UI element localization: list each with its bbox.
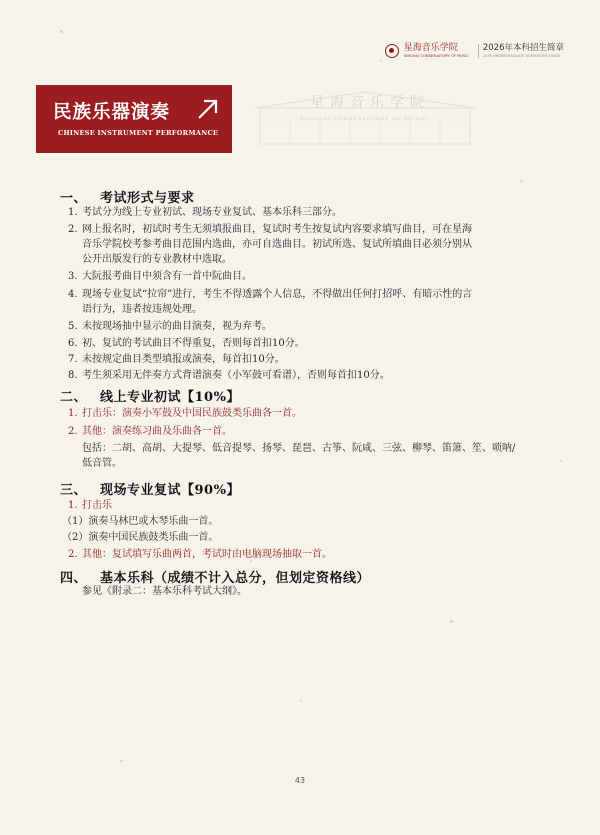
brochure-title: 2026年本科招生简章 xyxy=(482,43,564,54)
item-text: 低音管。 xyxy=(82,458,122,469)
item-text: 打击乐：演奏小军鼓及中国民族鼓类乐曲各一首。 xyxy=(82,408,302,419)
list-item-cont xyxy=(82,252,232,267)
list-item xyxy=(68,205,342,220)
item-text: 参见《附录二：基本乐科考试大纲》。 xyxy=(82,586,247,597)
item-number: 2. xyxy=(68,224,78,235)
item-number: 2. xyxy=(68,549,78,560)
school-logo xyxy=(404,44,469,59)
section-heading xyxy=(60,187,195,206)
item-number: 1. xyxy=(68,500,78,511)
list-item-cont xyxy=(82,302,202,317)
banner-subtitle: CHINESE INSTRUMENT PERFORMANCE xyxy=(58,129,219,137)
item-number: 1. xyxy=(68,408,78,419)
item-text: （2）演奏中国民族鼓类乐曲一首。 xyxy=(62,532,219,543)
section-heading xyxy=(60,479,240,498)
item-text: 打击乐 xyxy=(82,500,112,511)
item-text: 初、复试的考试曲目不得重复，否则每首扣10分。 xyxy=(82,338,305,349)
item-text: 未按规定曲目类型填报或演奏，每首扣10分。 xyxy=(82,354,285,365)
item-number: 3. xyxy=(68,271,78,282)
brochure-title-block xyxy=(478,44,564,58)
page-header xyxy=(385,44,564,59)
section-banner xyxy=(36,85,232,153)
section-title: 现场专业复试【90%】 xyxy=(100,483,240,498)
banner-title: 民族乐器演奏 xyxy=(53,102,171,123)
school-name: 星海音乐学院 xyxy=(403,43,458,53)
list-item xyxy=(68,498,112,513)
sub-item xyxy=(62,514,218,529)
item-number: 6. xyxy=(68,338,78,349)
brochure-title-en: 2026 UNDERGRADUATE ADMISSIONS GUIDE xyxy=(482,53,561,58)
list-item xyxy=(68,424,232,439)
item-text: 大阮报考曲目中须含有一首中阮曲目。 xyxy=(82,271,252,282)
section-title: 考试形式与要求 xyxy=(100,191,195,206)
list-item xyxy=(68,406,302,421)
sub-item xyxy=(62,530,218,545)
item-text: 未按现场抽中显示的曲目演奏，视为弃考。 xyxy=(82,321,272,332)
item-text: 音乐学院校考参考曲目范围内选曲，亦可自选曲目。初试所选、复试所填曲目必须分别从 xyxy=(82,239,472,250)
school-name-en: XINGHAI CONSERVATORY OF MUSIC xyxy=(403,54,469,58)
item-text: 考试分为线上专业初试、现场专业复试、基本乐科三部分。 xyxy=(82,207,342,218)
item-number: 1. xyxy=(68,207,78,218)
list-item xyxy=(68,287,473,302)
item-text: 语行为，违者按违规处理。 xyxy=(82,304,202,315)
list-item xyxy=(68,336,305,351)
item-number: 2. xyxy=(68,426,78,437)
item-number: 7. xyxy=(68,354,78,365)
list-item xyxy=(82,584,247,599)
list-item xyxy=(68,368,390,383)
section-number: 四、 xyxy=(60,571,88,586)
list-item xyxy=(68,319,272,334)
item-text: 其他：演奏练习曲及乐曲各一首。 xyxy=(82,426,232,437)
list-item xyxy=(68,547,332,562)
section-number: 三、 xyxy=(60,483,88,498)
item-text: 包括：二胡、高胡、大提琴、低音提琴、扬琴、琵琶、古筝、阮咸、三弦、柳琴、笛箫、笙、唢呐/ xyxy=(82,443,516,454)
item-text: 考生须采用无伴奏方式背谱演奏（小军鼓可看谱），否则每首扣10分。 xyxy=(82,370,390,381)
school-seal-icon xyxy=(385,44,399,58)
list-item-cont xyxy=(82,237,472,252)
item-number: 5. xyxy=(68,321,78,332)
page-number: 43 xyxy=(294,776,306,785)
arrow-up-right-icon xyxy=(196,97,220,121)
section-number: 二、 xyxy=(60,390,88,405)
instrument-list xyxy=(82,441,515,456)
item-text: 现场专业复试“拉帘”进行，考生不得透露个人信息，不得做出任何打招呼、有暗示性的言 xyxy=(82,289,473,300)
item-text: 其他：复试填写乐曲两首，考试时由电脑现场抽取一首。 xyxy=(82,549,332,560)
section-title: 基本乐科（成绩不计入总分，但划定资格线） xyxy=(100,571,371,586)
section-title: 线上专业初试【10%】 xyxy=(100,390,240,405)
list-item xyxy=(68,269,252,284)
list-item xyxy=(68,222,472,237)
section-heading xyxy=(60,386,240,405)
watermark-school-name: 星海音乐学院 xyxy=(310,95,430,111)
item-text: 公开出版发行的专业教材中选取。 xyxy=(82,254,232,265)
watermark-school-name-en: XINGHAI CONSERVATORY OF MUSIC xyxy=(300,116,428,122)
instrument-list-cont xyxy=(82,456,122,471)
section-number: 一、 xyxy=(60,191,88,206)
item-number: 8. xyxy=(68,370,78,381)
item-number: 4. xyxy=(68,289,78,300)
item-text: （1）演奏马林巴或木琴乐曲一首。 xyxy=(62,516,219,527)
item-text: 网上报名时，初试时考生无须填报曲目，复试时考生按复试内容要求填写曲目，可在星海 xyxy=(82,224,472,235)
list-item xyxy=(68,352,285,367)
